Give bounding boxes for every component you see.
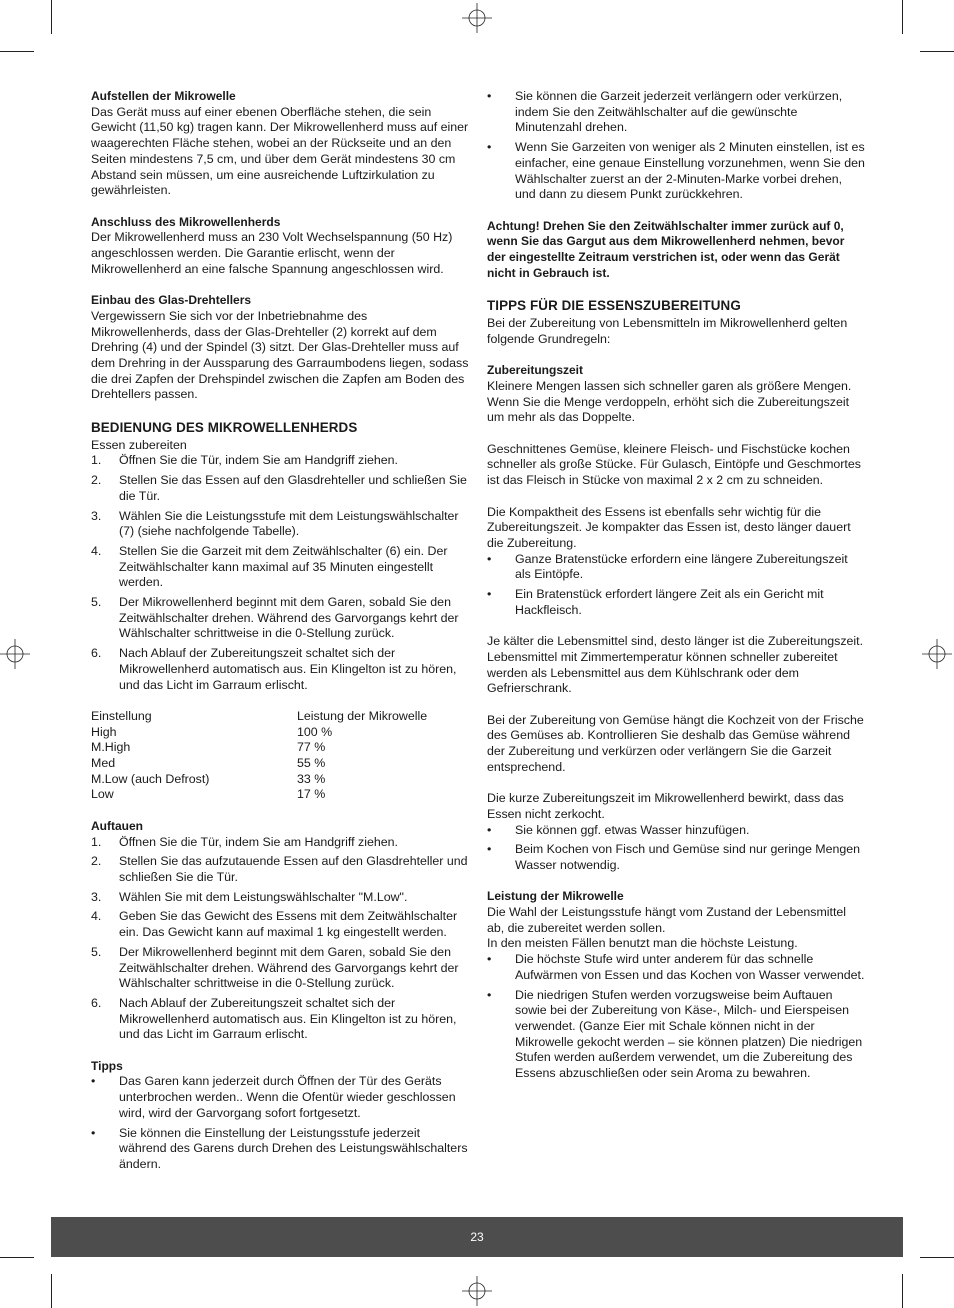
subheading-tips: Tipps [91,1058,123,1073]
registration-mark-icon [0,639,30,669]
paragraph: Bei der Zubereitung von Gemüse hängt die Kochzeit von der Frische des Gemüses ab. Kontrollieren Sie deshalb das Gemüse während der Zubereitung und verkürzen oder verlängern Sie die Garzeit entsprechend. [487,712,864,774]
crop-mark [920,51,954,52]
tip-text: Sie können die Garzeit jederzeit verlängern oder verkürzen, indem Sie den Zeitwählschalter auf die gewünschte Minutenzahl drehen. [515,89,843,135]
crop-mark [0,51,34,52]
table-cell: 17 % [297,787,326,802]
list-item [91,909,469,940]
table-cell: M.Low (auch Defrost) [91,771,210,786]
list-item [91,1126,469,1173]
table-cell: High [91,724,117,739]
step-number: 3. [91,889,102,904]
list-item [91,945,469,992]
list-item [91,1074,469,1121]
tip-text: Sie können die Einstellung der Leistungsstufe jederzeit während des Garens durch Drehen des Leistungswählschalters ändern. [119,1125,468,1171]
step-number: 2. [91,854,102,869]
list-item [91,835,469,851]
paragraph-turntable: Vergewissern Sie sich vor der Inbetriebnahme des Mikrowellenherds, dass der Glas-Drehteller (2) korrekt auf dem Drehring (4) und der Spindel (3) sitzt. Der Glas-Drehteller muss auf dem Drehring in der Aussparung des Garraumbodens liegen, sodass die drei Zapfen der Drehspindel zwischen die Zapfen am Boden des Drehtellers passen. [91,308,469,402]
power-table [91,709,469,803]
step-number: 5. [91,595,102,610]
paragraph: Die kurze Zubereitungszeit im Mikrowellenherd bewirkt, dass das Essen nicht zerkocht. [487,791,844,821]
bullet-text: Sie können ggf. etwas Wasser hinzufügen. [515,822,750,837]
left-column [91,89,469,1173]
bullet-text: Die niedrigen Stufen werden vorzugsweise beim Auftauen sowie bei der Zubereitung von Käse-, Milch- und Eierspeisen verwendet. (Ganze Eier mit Schale können nicht in der Mikrowelle gekocht werden – sie können platzen) Die niedrigen Stufen werden außerdem verwendet, um die Zubereitung des Essens abzuschließen oder sein Aroma zu bewahren. [515,987,863,1081]
paragraph: Je kälter die Lebensmittel sind, desto länger ist die Zubereitungszeit. Lebensmittel mit Zimmertemperatur können schneller zubereitet werden als Lebensmittel aus dem Kühlschrank oder dem Gefrierschrank. [487,634,864,696]
step-text: Stellen Sie das aufzutauende Essen auf den Glasdrehteller und schließen Sie die Tür. [119,854,468,884]
step-text: Nach Ablauf der Zubereitungszeit schaltet sich der Mikrowellenherd automatisch aus. Ein Klingelton ist zu hören, und das Licht im Garraum erlischt. [119,646,457,692]
list-item [91,646,469,693]
list-item [487,952,865,983]
list-item [487,89,865,136]
step-text: Geben Sie das Gewicht des Essens mit dem Zeitwählschalter ein. Das Gewicht kann auf maximal 1 kg eingestellt werden. [119,909,458,940]
table-cell: 55 % [297,756,326,771]
bullet-icon: • [487,587,492,602]
list-item [91,544,469,591]
bullet-icon: • [487,952,492,967]
paragraph: In den meisten Fällen benutzt man die höchste Leistung. [487,936,798,951]
table-header: Einstellung [91,708,152,723]
tips-list [91,1074,469,1172]
bullet-text: Ganze Bratenstücke erfordern eine längere Zubereitungszeit als Eintöpfe. [515,551,848,582]
section-title-operation: BEDIENUNG DES MIKROWELLENHERDS [91,420,358,436]
step-text: Der Mikrowellenherd beginnt mit dem Garen, sobald Sie den Zeitwählschalter drehen. Während des Garvorgangs kehrt der Wählschalter schrittweise in die 0-Stellung zurück. [119,595,459,641]
step-text: Nach Ablauf der Zubereitungszeit schaltet sich der Mikrowellenherd automatisch aus. Ein Klingelton ist zu hören, und das Licht im Garraum erlischt. [119,995,457,1042]
step-text: Stellen Sie die Garzeit mit dem Zeitwählschalter (6) ein. Der Zeitwählschalter kann maximal auf 35 Minuten eingestellt werden. [119,543,448,590]
step-number: 6. [91,646,102,661]
cooking-steps-list [91,453,469,693]
bullet-text: Ein Bratenstück erfordert längere Zeit als ein Gericht mit Hackfleisch. [515,587,824,617]
step-number: 4. [91,543,102,558]
step-text: Der Mikrowellenherd beginnt mit dem Garen, sobald Sie den Zeitwählschalter drehen. Während des Garvorgangs kehrt der Wählschalter schrittweise in die 0-Stellung zurück. [119,944,459,991]
table-cell: 100 % [297,724,333,739]
section-intro-cooking: Essen zubereiten [91,437,187,452]
subheading-connection: Anschluss des Mikrowellenherds [91,214,281,229]
power-bullets [487,952,865,1082]
bullet-text: Beim Kochen von Fisch und Gemüse sind nur geringe Mengen Wasser notwendig. [515,842,861,872]
table-cell: Med [91,756,116,771]
list-item [91,595,469,642]
table-cell: M.High [91,740,131,755]
table-cell: 33 % [297,771,326,786]
paragraph-connection: Der Mikrowellenherd muss an 230 Volt Wechselspannung (50 Hz) angeschlossen werden. Die Garantie erlischt, wenn der Mikrowellenherd an eine falsche Spannung angeschlossen wird. [91,230,453,276]
step-text: Stellen Sie das Essen auf den Glasdrehteller und schließen Sie die Tür. [119,473,467,503]
bullet-icon: • [487,140,492,155]
registration-mark-icon [922,639,952,669]
table-cell: Low [91,787,114,802]
list-item [91,453,469,469]
subheading-prep-time: Zubereitungszeit [487,363,584,378]
subheading-setup: Aufstellen der Mikrowelle [91,89,236,103]
list-item [487,842,865,873]
list-item [487,140,865,203]
paragraph-setup: Das Gerät muss auf einer ebenen Oberfläche stehen, die sein Gewicht (11,50 kg) tragen kann. Der Mikrowellenherd muss auf einer waagerechten Fläche stehen, wobei an der Rückseite und an den Seiten mindestens 7,5 cm, und über dem Gerät mindestens 30 cm Abstand sein müssen, um eine ausreichende Luftzirkulation zu gewährleisten. [91,104,469,198]
section-title-food-tips: TIPPS FÜR DIE ESSENSZUBEREITUNG [487,298,741,314]
bullet-icon: • [487,822,492,837]
step-number: 4. [91,909,102,924]
bullet-icon: • [487,89,492,103]
warning-text: Achtung! Drehen Sie den Zeitwählschalter immer zurück auf 0, wenn Sie das Gargut aus dem Mikrowellenherd nehmen, bevor der eingestellte Zeitraum verstrichen ist, oder wenn das Gerät nicht in Gebrauch ist. [487,218,845,280]
crop-mark [51,0,52,34]
paragraph: Kleinere Mengen lassen sich schneller garen als größere Mengen. Wenn Sie die Menge verdoppeln, erhöht sich die Zubereitungszeit um mehr als das Doppelte. [487,378,852,425]
list-item [91,509,469,540]
list-item [91,890,469,906]
crop-mark [902,1274,903,1308]
crop-mark [920,1257,954,1258]
list-item [487,552,865,583]
step-number: 3. [91,508,102,523]
paragraph: Geschnittenes Gemüse, kleinere Fleisch- und Fischstücke kochen schneller als große Stücke. Für Gulasch, Eintöpfe und Geschmortes ist das Fleisch in Stücke von maximal 2 x 2 cm zu schneiden. [487,441,861,488]
bullet-icon: • [487,551,492,566]
paragraph: Die Kompaktheit des Essens ist ebenfalls sehr wichtig für die Zubereitungszeit. Je kompakter das Essen ist, desto länger dauert die Zubereitung. [487,504,851,550]
bullet-text: Die höchste Stufe wird unter anderem für das schnelle Aufwärmen von Essen und das Kochen von Wasser verwendet. [515,952,865,982]
list-item [487,988,865,1082]
list-item [91,854,469,885]
step-text: Wählen Sie mit dem Leistungswählschalter "M.Low". [119,889,408,904]
step-number: 1. [91,453,102,468]
bullet-icon: • [91,1125,96,1140]
bullet-icon: • [91,1074,96,1089]
step-text: Öffnen Sie die Tür, indem Sie am Handgriff ziehen. [119,453,398,468]
page-footer [51,1217,903,1257]
step-number: 5. [91,944,102,959]
step-text: Öffnen Sie die Tür, indem Sie am Handgriff ziehen. [119,834,398,849]
subheading-turntable: Einbau des Glas-Drehtellers [91,293,252,308]
bullet-icon: • [487,987,492,1002]
paragraph: Die Wahl der Leistungsstufe hängt vom Zustand der Lebensmittel ab, die zubereitet werden sollen. [487,905,847,935]
crop-mark [902,0,903,34]
defrost-steps-list [91,835,469,1043]
step-number: 2. [91,473,102,488]
tip-text: Wenn Sie Garzeiten von weniger als 2 Minuten einstellen, ist es einfacher, eine genaue Einstellung vorzunehmen, wenn Sie den Wählschalter zuerst an der 2-Minuten-Marke vorbei drehen, und dann zu diesem Punkt zurückkehren. [515,140,865,202]
step-number: 6. [91,995,102,1010]
subheading-defrost: Auftauen [91,818,143,833]
list-item [91,996,469,1043]
page-number: 23 [470,1230,484,1244]
crop-mark [51,1274,52,1308]
table-header: Leistung der Mikrowelle [297,708,428,723]
subheading-power: Leistung der Mikrowelle [487,889,624,904]
table-cell: 77 % [297,740,326,755]
registration-mark-icon [462,1276,492,1306]
section-intro-food: Bei der Zubereitung von Lebensmitteln im Mikrowellenherd gelten folgende Grundregeln: [487,316,848,346]
tip-text: Das Garen kann jederzeit durch Öffnen der Tür des Geräts unterbrochen werden.. Wenn die Ofentür wieder geschlossen wird, wird der Garvorgang sofort fortgesetzt. [119,1074,456,1120]
step-text: Wählen Sie die Leistungsstufe mit dem Leistungswählschalter (7) (siehe nachfolgende Tabelle). [119,508,459,539]
bullet-icon: • [487,842,492,857]
list-item [487,587,865,618]
list-item [91,473,469,504]
registration-mark-icon [462,3,492,33]
crop-mark [0,1257,34,1258]
prep-bullets-2 [487,823,865,874]
right-column [487,89,865,1082]
prep-bullets [487,552,865,619]
list-item [487,823,865,839]
step-number: 1. [91,834,102,849]
tips-list-continued [487,89,865,203]
